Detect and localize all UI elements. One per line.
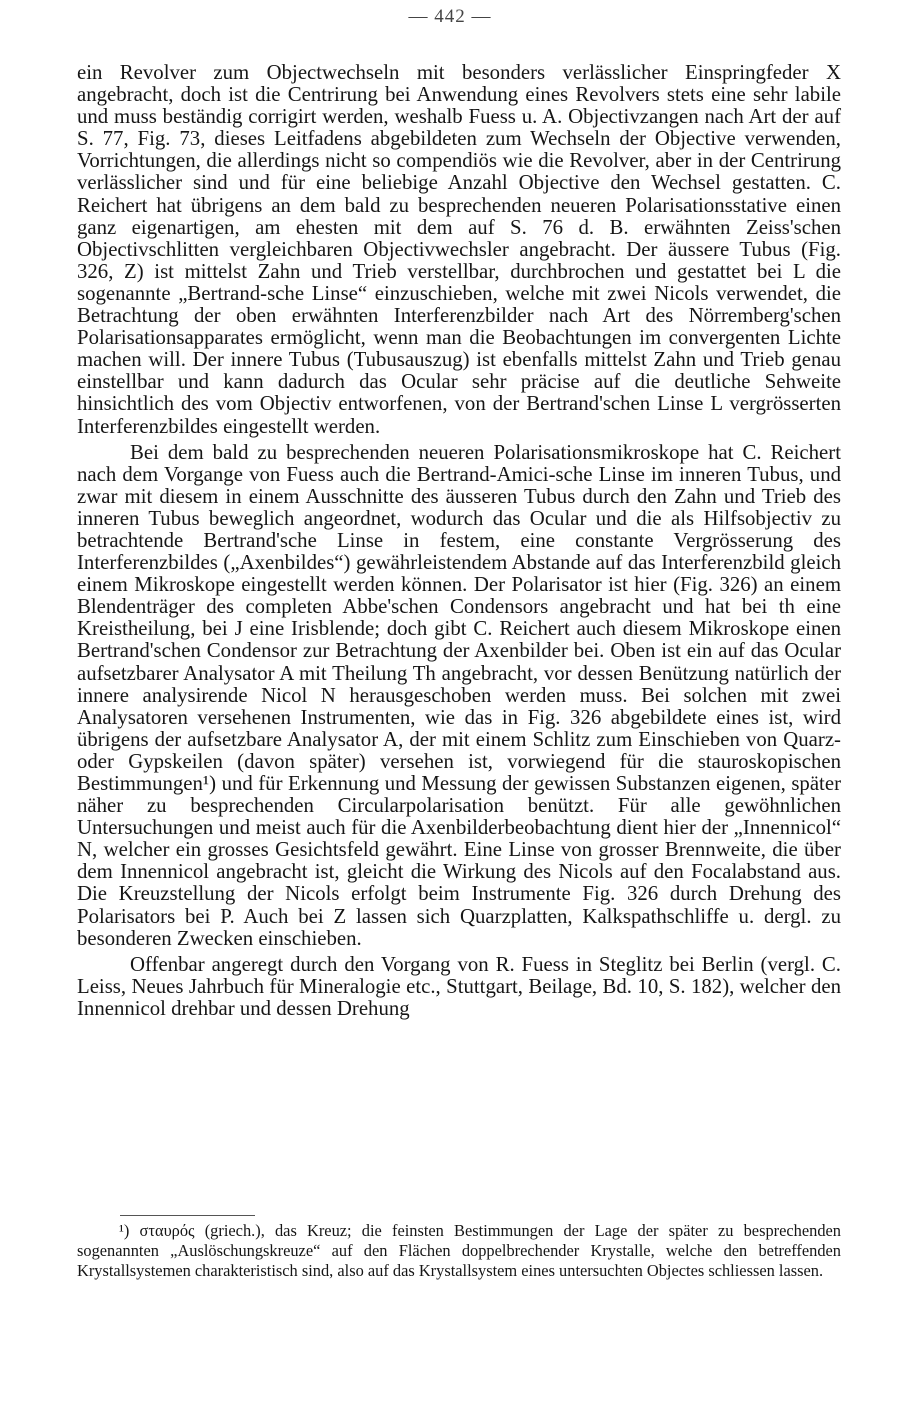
footnote-separator [120,1215,255,1216]
paragraph-2: Bei dem bald zu besprechenden neueren Polarisationsmikroskope hat C. Reichert nach dem Vorgange von Fuess auch die Bertrand-Amici-sche Linse im inneren Tubus, und zwar mit diesem in einem Ausschnitte des äusseren Tubus durch den Zahn und Trieb des inneren Tubus beweglich angeordnet, wodurch das Ocular und die als Hilfsobjectiv zu betrachtende Bertrand'sche Linse in festem, eine constante Vergrösserung des Interferenzbildes („Axenbildes“) gewährleistendem Abstande auf das Interferenzbild gleich einem Mikroskope eingestellt werden können. Der Polarisator ist hier (Fig. 326) an einem Blendenträger des completen Abbe'schen Condensors angebracht und hat bei th eine Kreistheilung, bei J eine Irisblende; doch gibt C. Reichert auch diesem Mikroskope einen Bertrand'schen Condensor zur Betrachtung der Axenbilder bei. Oben ist ein auf das Ocular aufsetzbarer Analysator A mit Theilung Th angebracht, vor dessen Benützung natürlich der innere analysirende Nicol N herausgeschoben werden muss. Bei solchen mit zwei Analysatoren versehenen Instrumenten, wie das in Fig. 326 abgebildete eines ist, wird übrigens der aufsetzbare Analysator A, der mit einem Schlitz zum Einschieben von Quarz- oder Gypskeilen (davon später) versehen ist, vorwiegend für die stauroskopischen Bestimmungen¹) und für Erkennung und Messung der gewissen Substanzen eigenen, später näher zu besprechenden Circularpolarisation benützt. Für alle gewöhnlichen Untersuchungen und meist auch für die Axenbilderbeobachtung dient hier der „Innennicol“ N, welcher ein grosses Gesichtsfeld gewährt. Eine Linse von grosser Brennweite, die über dem Innennicol angebracht ist, gleicht die Wirkung des Nicols auf den Focalabstand aus. Die Kreuzstellung der Nicols erfolgt beim Instrumente Fig. 326 durch Drehung des Polarisators bei P. Auch bei Z lassen sich Quarzplatten, Kalkspathschliffe u. dergl. zu besonderen Zwecken einschieben. [77,440,841,950]
page-number: — 442 — [408,6,492,27]
footnote: ¹) σταυρός (griech.), das Kreuz; die feinsten Bestimmungen der Lage der später zu besprechenden sogenannten „Auslöschungskreuze“ auf den Flächen doppelbrechender Krystalle, welche den betreffenden Krystallsystemen charakteristisch sind, also auf das Krystallsystem eines untersuchten Objectes schliessen lassen. [77,1221,841,1281]
paragraph-1: ein Revolver zum Objectwechseln mit besonders verlässlicher Einspringfeder X angebracht, doch ist die Centrirung bei Anwendung eines Revolvers stets eine sehr labile und muss beständig corrigirt werden, weshalb Fuess u. A. Objectivzangen nach Art der auf S. 77, Fig. 73, dieses Leitfadens abgebildeten zum Wechseln der Objective verwenden, Vorrichtungen, die allerdings nicht so compendiös wie die Revolver, aber in der Centrirung verlässlicher sind und für eine beliebige Anzahl Objective den Wechsel gestatten. C. Reichert hat übrigens an dem bald zu besprechenden neueren Polarisationsstative einen ganz eigenartigen, am ehesten mit dem auf S. 76 d. B. erwähnten Zeiss'schen Objectivschlitten vergleichbaren Objectivwechsler angebracht. Der äussere Tubus (Fig. 326, Z) ist mittelst Zahn und Trieb verstellbar, durchbrochen und gestattet bei L die sogenannte „Bertrand-sche Linse“ einzuschieben, welche mit zwei Nicols verwendet, die Betrachtung der oben erwähnten Interferenzbilder nach Art des Nörremberg'schen Polarisationsapparates ermöglicht, wenn man die Beobachtungen im convergenten Lichte machen will. Der innere Tubus (Tubusauszug) ist ebenfalls mittelst Zahn und Trieb genau einstellbar und kann dadurch das Ocular sehr präcise auf die deutliche Sehweite hinsichtlich des vom Objectiv entworfenen, von der Bertrand'schen Linse L vergrösserten Interferenzbildes eingestellt werden. [77,61,841,438]
paragraph-3: Offenbar angeregt durch den Vorgang von R. Fuess in Steglitz bei Berlin (vergl. C. Leiss, Neues Jahrbuch für Mineralogie etc., Stuttgart, Beilage, Bd. 10, S. 182), welcher den Innennicol drehbar und dessen Drehung [77,952,841,1020]
main-text [77,62,841,1020]
